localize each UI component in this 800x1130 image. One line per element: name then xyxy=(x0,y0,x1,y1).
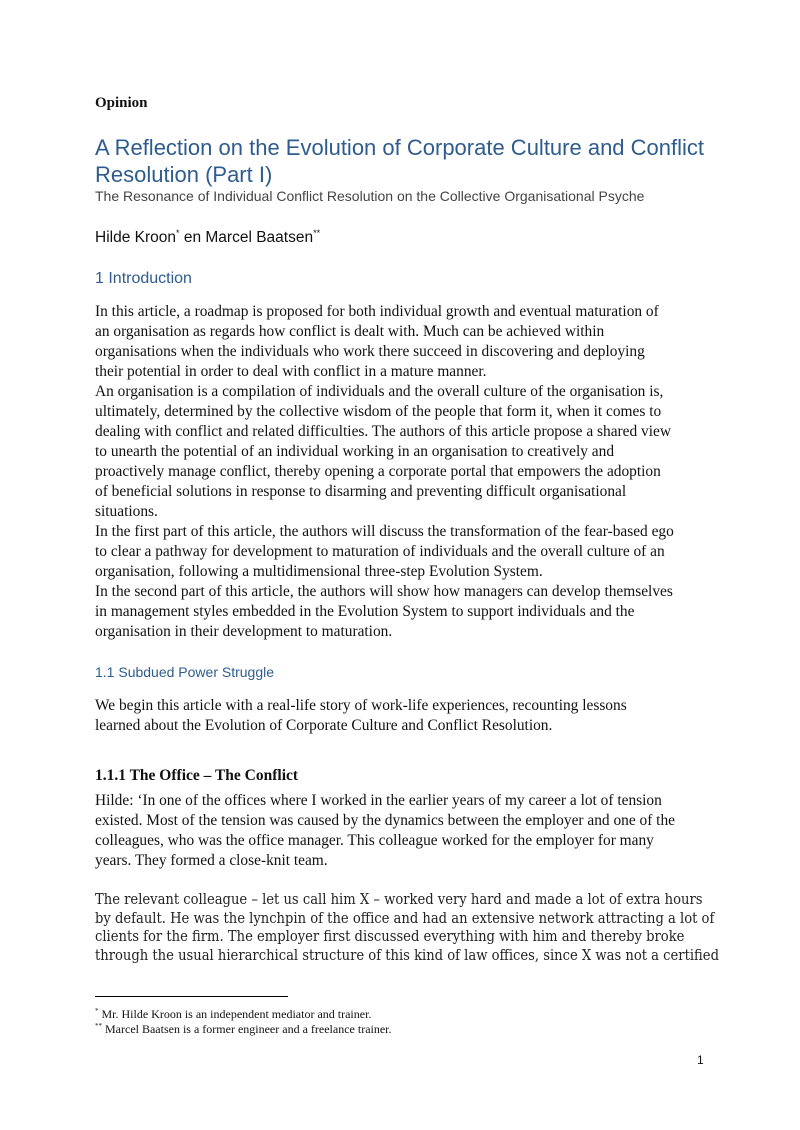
page-number: 1 xyxy=(697,1053,704,1067)
author-name: Marcel Baatsen xyxy=(205,229,314,247)
text-line: In the second part of this article, the authors will show how managers can develop themselves xyxy=(95,583,673,600)
title-line: A Reflection on the Evolution of Corporate Culture and Conflict xyxy=(95,135,705,160)
author-connector: en xyxy=(179,229,206,247)
title-line: Resolution (Part I) xyxy=(95,162,273,187)
text-line: organisation in their development to maturation. xyxy=(95,623,393,640)
colleague-paragraph xyxy=(95,891,719,965)
heading-office-conflict: 1.1.1 The Office – The Conflict xyxy=(95,767,299,784)
section-label: Opinion xyxy=(95,95,148,111)
article-title xyxy=(95,134,735,188)
text-line: We begin this article with a real-life story of work-life experiences, recounting lessons xyxy=(95,697,627,714)
text-line: an organisation as regards how conflict is dealt with. Much can be achieved within xyxy=(95,323,605,340)
author-name: Hilde Kroon xyxy=(95,229,176,247)
text-line: An organisation is a compilation of individuals and the overall culture of the organisation is, xyxy=(95,383,664,400)
text-line: ultimately, determined by the collective wisdom of the people that form it, when it comes to xyxy=(95,403,662,420)
text-line: to unearth the potential of an individual working in an organisation to creatively and xyxy=(95,443,615,460)
text-line: years. They formed a close-knit team. xyxy=(95,852,328,869)
text-line: clients for the firm. The employer first discussed everything with him and thereby broke xyxy=(95,928,685,945)
text-line: to clear a pathway for development to maturation of individuals and the overall culture of an xyxy=(95,543,665,560)
text-line: In this article, a roadmap is proposed for both individual growth and eventual maturation of xyxy=(95,303,659,320)
text-line: of beneficial solutions in response to disarming and preventing difficult organisational xyxy=(95,483,627,500)
footnote-text: Marcel Baatsen is a former engineer and a freelance trainer. xyxy=(105,1022,392,1036)
text-line: organisations when the individuals who work there succeed in discovering and deploying xyxy=(95,343,645,360)
text-line: situations. xyxy=(95,503,158,520)
section-1-1-paragraph xyxy=(95,696,715,736)
footnote-mark: ** xyxy=(95,1022,102,1030)
text-line: existed. Most of the tension was caused by the dynamics between the employer and one of the xyxy=(95,812,675,829)
footnote-mark: * xyxy=(95,1007,99,1015)
footnote-text: Mr. Hilde Kroon is an independent mediator and trainer. xyxy=(101,1007,372,1021)
footnote-mark: ** xyxy=(313,228,321,238)
text-line: through the usual hierarchical structure of this kind of law offices, since X was not a certified xyxy=(95,946,719,964)
author-line xyxy=(95,228,320,247)
text-line: their potential in order to deal with conflict in a mature manner. xyxy=(95,363,487,380)
footnote xyxy=(95,1019,392,1036)
text-line: organisation, following a multidimensional three-step Evolution System. xyxy=(95,563,543,580)
footnote-divider xyxy=(95,996,288,997)
text-line: in management styles embedded in the Evolution System to support individuals and the xyxy=(95,603,635,620)
text-line: by default. He was the lynchpin of the office and had an extensive network attracting a lot of xyxy=(95,909,715,927)
footnote-mark: * xyxy=(176,228,180,238)
article-subtitle: The Resonance of Individual Conflict Resolution on the Collective Organisational Psyche xyxy=(95,188,645,204)
office-paragraph xyxy=(95,791,715,871)
text-line: learned about the Evolution of Corporate Culture and Conflict Resolution. xyxy=(95,717,553,734)
heading-introduction: 1 Introduction xyxy=(95,270,192,287)
text-line: In the first part of this article, the authors will discuss the transformation of the fear-based ego xyxy=(95,523,674,540)
text-line: dealing with conflict and related difficulties. The authors of this article propose a shared view xyxy=(95,423,671,440)
heading-subdued-power-struggle: 1.1 Subdued Power Struggle xyxy=(95,664,275,680)
text-line: Hilde: ‘In one of the offices where I worked in the earlier years of my career a lot of tension xyxy=(95,792,662,809)
text-line: colleagues, who was the office manager. This colleague worked for the employer for many xyxy=(95,832,654,849)
text-line: The relevant colleague – let us call him X – worked very hard and made a lot of extra hours xyxy=(95,891,703,908)
intro-paragraphs xyxy=(95,302,715,642)
text-line: proactively manage conflict, thereby opening a corporate portal that empowers the adoption xyxy=(95,463,661,480)
